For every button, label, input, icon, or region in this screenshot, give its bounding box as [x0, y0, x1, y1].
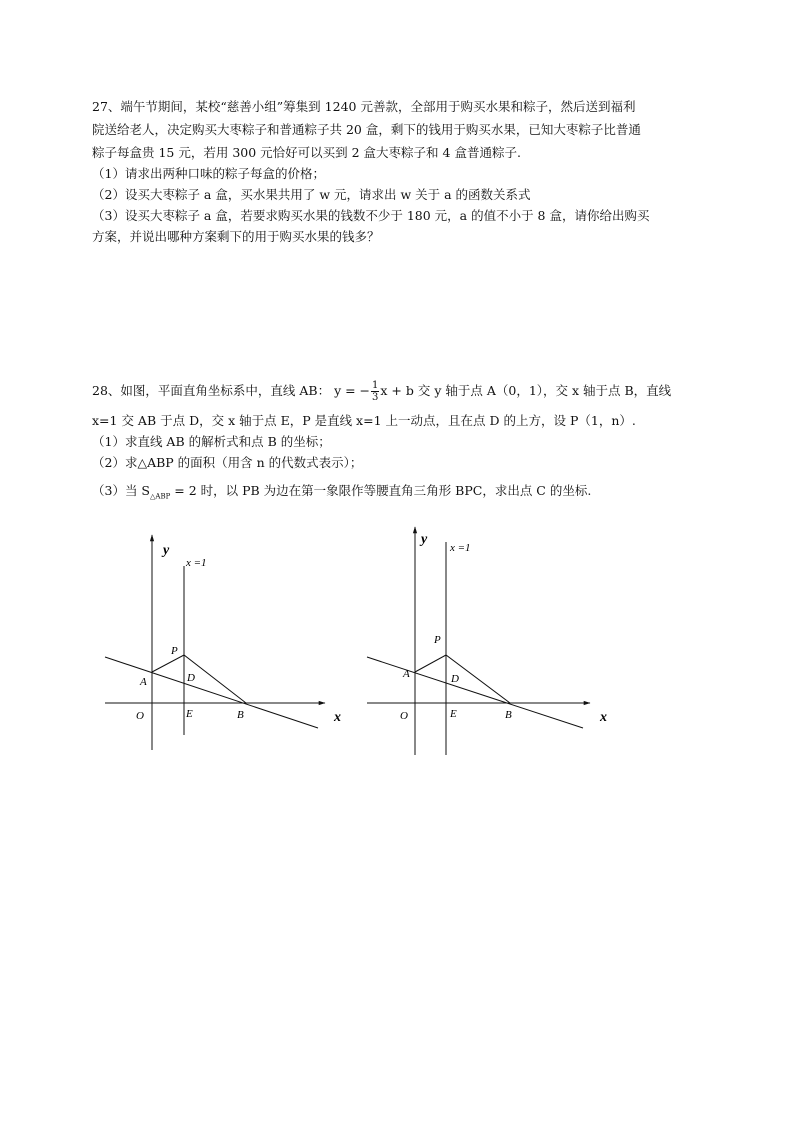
q28-line-1-post: x + b 交 y 轴于点 A（0，1），交 x 轴于点 B，直线: [380, 383, 672, 398]
q28-sub-3-pre: （3）当 S: [92, 483, 150, 498]
q27-line-3: 粽子每盒贵 15 元，若用 300 元恰好可以买到 2 盒大枣粽子和 4 盒普通粽子.: [92, 145, 521, 160]
fraction-numerator: 1: [372, 380, 379, 391]
label-y-left: y: [163, 543, 170, 558]
label-x-eq-1-right: x =1: [450, 542, 471, 554]
q27-sub-1: （1）请求出两种口味的粽子每盒的价格；: [92, 166, 325, 181]
label-a-left: A: [140, 676, 147, 688]
label-x-left: x: [334, 710, 341, 725]
label-e-left: E: [186, 708, 193, 720]
q28-line-1-pre: 28、如图，平面直角坐标系中，直线 AB： y = −: [92, 383, 371, 398]
label-b-right: B: [505, 709, 512, 721]
q28-sub-1: （1）求直线 AB 的解析式和点 B 的坐标；: [92, 434, 331, 449]
q27-line-2: 院送给老人，决定购买大枣粽子和普通粽子共 20 盒，剩下的钱用于购买水果，已知大枣粽子比普通: [92, 122, 641, 137]
label-p-left: P: [171, 645, 178, 657]
label-b-left: B: [237, 709, 244, 721]
label-x-right: x: [600, 710, 607, 725]
triangle-abp-right: [415, 655, 510, 703]
q28-sub-3-post: = 2 时，以 PB 为边在第一象限作等腰直角三角形 BPC，求出点 C 的坐标.: [170, 483, 592, 498]
q27-line-1: 27、端午节期间，某校“慈善小组”筹集到 1240 元善款，全部用于购买水果和粽子，然后送到福利: [92, 99, 636, 114]
label-x-eq-1-left: x =1: [186, 557, 207, 569]
q28-sub-2: （2）求△ABP 的面积（用含 n 的代数式表示）；: [92, 455, 363, 470]
label-d-right: D: [451, 673, 459, 685]
q28-line-2: x=1 交 AB 于点 D，交 x 轴于点 E，P 是直线 x=1 上一动点，且在点 D 的上方，设 P（1，n）.: [92, 413, 636, 428]
q27-sub-2: （2）设买大枣粽子 a 盒，买水果共用了 w 元，请求出 w 关于 a 的函数关系式: [92, 187, 531, 202]
fraction-denominator: 3: [372, 392, 379, 403]
label-p-right: P: [434, 634, 441, 646]
label-a-right: A: [403, 668, 410, 680]
label-e-right: E: [450, 708, 457, 720]
area-subscript: △ABP: [150, 492, 171, 501]
label-y-right: y: [421, 532, 428, 547]
q27-sub-4: 方案，并说出哪种方案剩下的用于购买水果的钱多？: [92, 229, 380, 244]
q27-sub-3: （3）设买大枣粽子 a 盒，若要求购买水果的钱数不少于 180 元，a 的值不小于 8 盒，请你给出购买: [92, 208, 650, 223]
label-o-right: O: [400, 710, 408, 722]
label-d-left: D: [187, 672, 195, 684]
label-o-left: O: [136, 710, 144, 722]
